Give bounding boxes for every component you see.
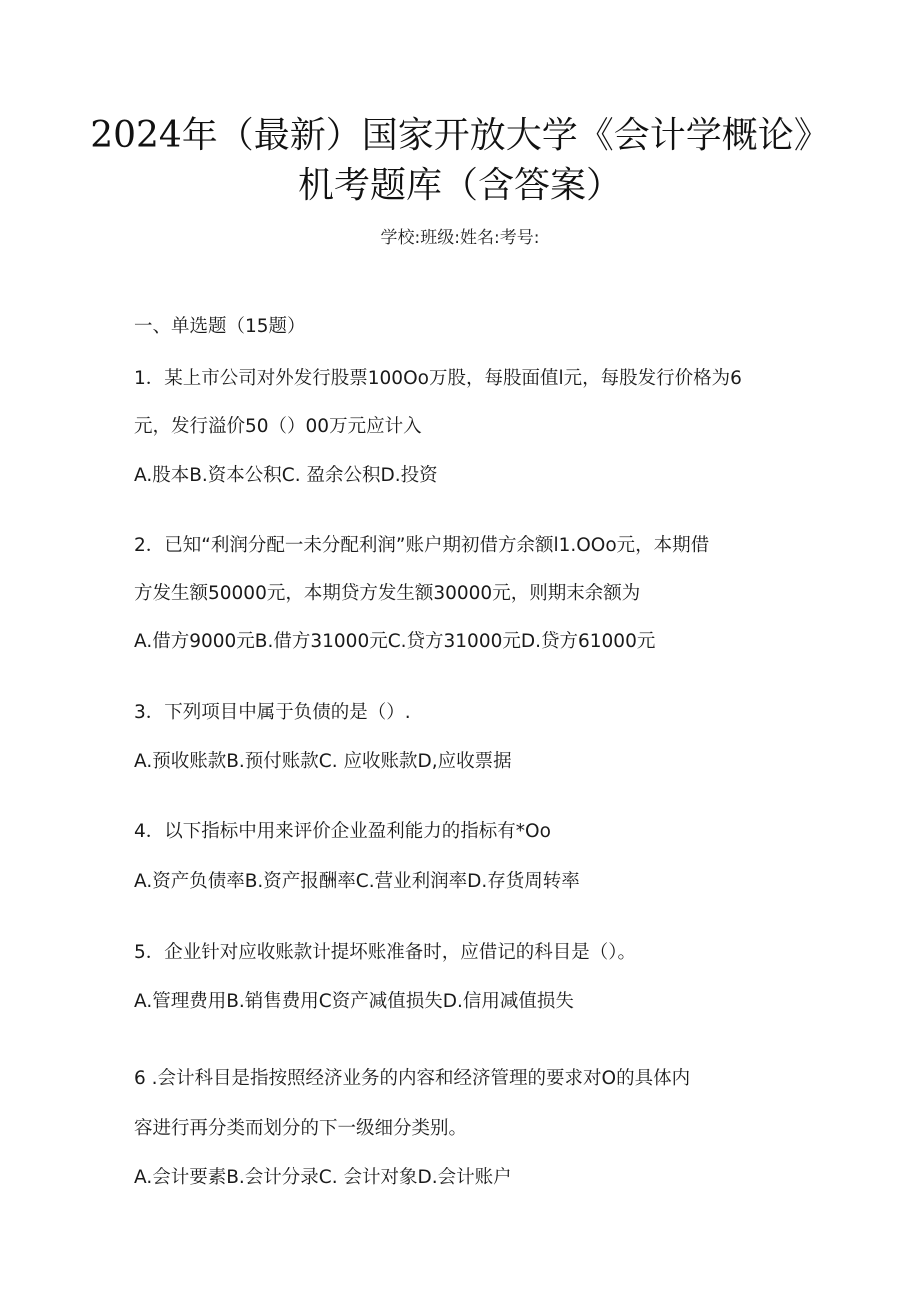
question-2-line-1: 2．已知“利润分配一未分配利润”账户期初借方余额l1.OOo元，本期借	[134, 535, 710, 556]
question-1-line-2: 元，发行溢价50（）00万元应计入	[134, 416, 422, 437]
section-heading: 一、单选题（15题）	[134, 316, 306, 337]
document-title-line-2: 机考题库（含答案）	[297, 165, 622, 206]
question-2-line-2: 方发生额50000元，本期贷方发生额30000元，则期末余额为	[134, 583, 641, 604]
question-3-line-1: 3．下列项目中属于负债的是（）.	[134, 702, 411, 723]
document-title-line-1: 2024年（最新）国家开放大学《会计学概论》	[90, 115, 830, 156]
question-3-options: A.预收账款B.预付账款C. 应收账款D,应收票据	[134, 751, 512, 772]
question-1-options: A.股本B.资本公积C. 盈余公积D.投资	[134, 465, 438, 486]
question-5-line-1: 5．企业针对应收账款计提坏账准备时，应借记的科目是（）。	[134, 942, 637, 963]
question-6-options: A.会计要素B.会计分录C. 会计对象D.会计账户	[134, 1167, 512, 1188]
question-6-line-2: 容进行再分类而划分的下一级细分类别。	[134, 1118, 468, 1139]
student-info-fields: 学校:班级:姓名:考号:	[380, 228, 540, 248]
question-6-line-1: 6 .会计科目是指按照经济业务的内容和经济管理的要求对O的具体内	[134, 1068, 691, 1089]
question-5-options: A.管理费用B.销售费用C资产减值损失D.信用减值损失	[134, 991, 574, 1012]
question-4-options: A.资产负债率B.资产报酬率C.营业利润率D.存货周转率	[134, 871, 580, 892]
question-1-line-1: 1．某上市公司对外发行股票100Oo万股，每股面值l元，每股发行价格为6	[134, 368, 742, 389]
question-2-options: A.借方9000元B.借方31000元C.贷方31000元D.贷方61000元	[134, 631, 656, 652]
question-4-line-1: 4．以下指标中用来评价企业盈利能力的指标有*Oo	[134, 821, 551, 842]
